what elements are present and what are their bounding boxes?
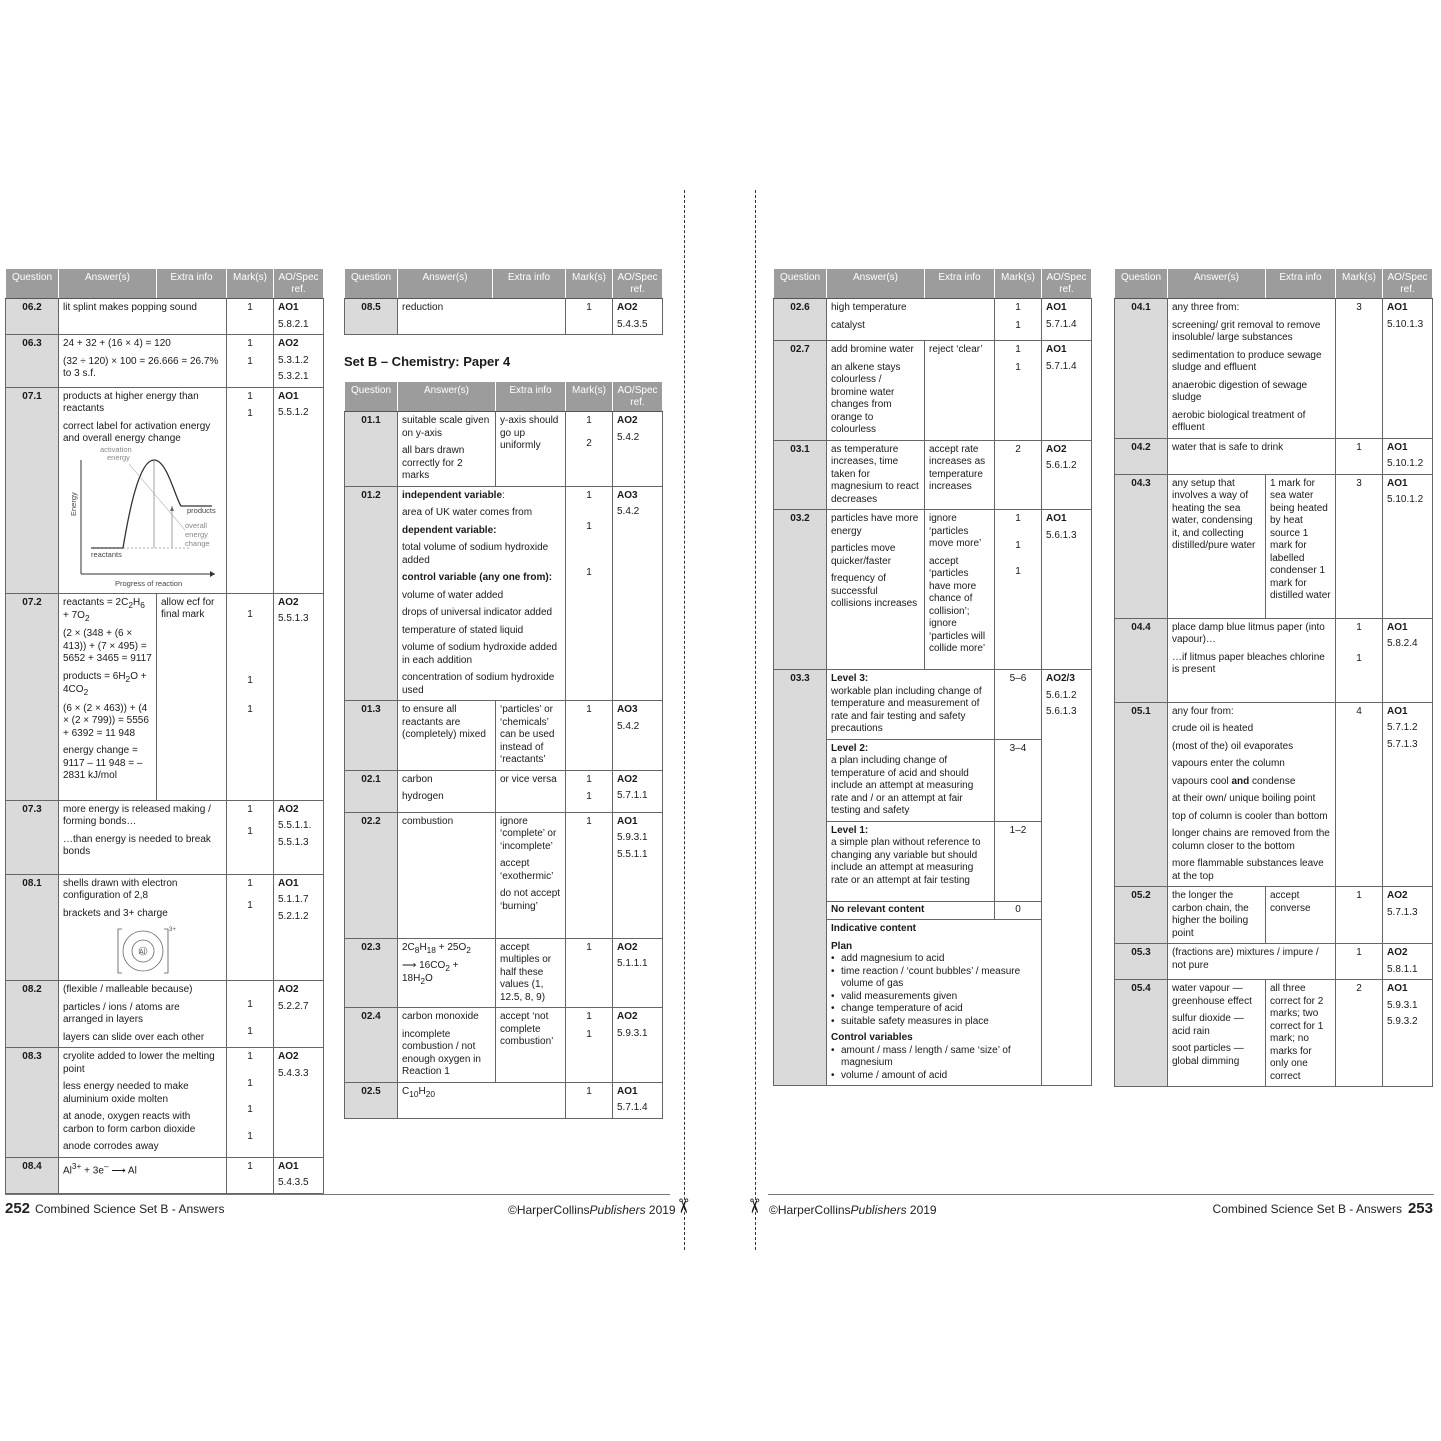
marks-cell: 1 xyxy=(566,701,613,771)
answer-cell: $C_{10}H_{20}$ xyxy=(398,1082,566,1118)
header-question: Question xyxy=(774,269,827,299)
marks-cell: 1 1 xyxy=(227,387,274,593)
question-number: 07.1 xyxy=(6,387,59,593)
ao-cell: AO2 5.7.1.3 xyxy=(1383,887,1433,944)
header-extra: Extra info xyxy=(925,269,995,299)
question-number: 08.5 xyxy=(345,299,398,335)
control-variables-list xyxy=(831,1045,1037,1083)
marks-cell: 2 xyxy=(1336,980,1383,1087)
header-marks: Mark(s) xyxy=(1336,269,1383,299)
table-row xyxy=(345,812,663,938)
ao-cell: AO3 5.4.2 xyxy=(613,701,663,771)
answer-cell: shells drawn with electron configuration of 2,8 brackets and 3+ charge Al 3+ xyxy=(59,874,227,981)
table-row xyxy=(774,440,1092,510)
ao-cell: AO2 5.9.3.1 xyxy=(613,1008,663,1083)
extra-info-cell: ‘particles’ or ‘chemicals’ can be used instead of ‘reactants’ xyxy=(496,701,566,771)
ao-cell: AO2 5.3.1.2 5.3.2.1 xyxy=(274,335,324,388)
aluminium-ion-diagram xyxy=(108,925,178,977)
marks-cell: 1 1 1 xyxy=(566,486,613,701)
answers-table-5 xyxy=(1114,268,1433,1087)
marks-cell: 1 xyxy=(566,299,613,335)
header-ao: AO/Spec ref. xyxy=(274,269,324,299)
footer-copyright-left: ©HarperCollinsPublishers 2019 xyxy=(508,1203,676,1217)
header-answers: Answer(s) xyxy=(398,269,493,299)
ao-cell: AO2/3 5.6.1.2 5.6.1.3 xyxy=(1042,670,1092,1086)
ao-cell: AO1 5.10.1.2 xyxy=(1383,438,1433,474)
question-number: 02.6 xyxy=(774,299,827,341)
header-extra: Extra info xyxy=(1266,269,1336,299)
header-answers: Answer(s) xyxy=(827,269,925,299)
ao-cell: AO1 5.1.1.7 5.2.1.2 xyxy=(274,874,324,981)
question-number: 02.4 xyxy=(345,1008,398,1083)
header-question: Question xyxy=(1115,269,1168,299)
extra-info-cell: accept rate increases as temperature increases xyxy=(925,440,995,510)
question-number: 02.2 xyxy=(345,812,398,938)
answer-cell: add bromine water an alkene stays colourless / bromine water changes from orange to colourless xyxy=(827,341,925,441)
header-answers: Answer(s) xyxy=(59,269,157,299)
table-row xyxy=(1115,702,1433,887)
table-header xyxy=(6,269,324,299)
table-row xyxy=(345,299,663,335)
question-number: 05.4 xyxy=(1115,980,1168,1087)
answer-cell: $Al^{3+} + 3e^-$ ⟶ Al xyxy=(59,1157,227,1193)
table-row xyxy=(1115,944,1433,980)
charge-label: 3+ xyxy=(168,927,176,933)
marks-cell: 1–2 xyxy=(995,821,1042,901)
scissors-icon: ✂ xyxy=(742,1197,765,1215)
table-row xyxy=(774,670,1092,740)
ao-cell: AO2 5.6.1.2 xyxy=(1042,440,1092,510)
header-ao: AO/Spec ref. xyxy=(1042,269,1092,299)
marks-cell: 1 1 xyxy=(227,874,274,981)
header-answers: Answer(s) xyxy=(398,382,496,412)
question-number: 08.1 xyxy=(6,874,59,981)
answer-cell: cryolite added to lower the melting point less energy needed to make aluminium oxide molten at anode, oxygen reacts with carbon to form carbon dioxide anode corrodes away xyxy=(59,1048,227,1158)
answer-cell: carbon monoxide incomplete combustion / not enough oxygen in Reaction 1 xyxy=(398,1008,496,1083)
ao-cell: AO1 5.7.1.4 xyxy=(613,1082,663,1118)
list-item: • time reaction / ‘count bubbles’ / measure volume of gas xyxy=(831,966,1037,991)
level-2-cell: Level 2: a plan including change of temperature of acid and should include an attempt at measuring rate and / or an attempt at fair testing and safety xyxy=(827,739,995,821)
marks-cell: 1 xyxy=(1336,438,1383,474)
header-marks: Mark(s) xyxy=(995,269,1042,299)
header-ao: AO/Spec ref. xyxy=(613,382,663,412)
question-number: 07.2 xyxy=(6,593,59,800)
extra-info-cell: y-axis should go up uniformly xyxy=(496,412,566,487)
ao-cell: AO1 5.7.1.4 xyxy=(1042,299,1092,341)
marks-cell: 1 1 xyxy=(227,335,274,388)
products-label: products xyxy=(187,505,216,515)
answer-cell: combustion xyxy=(398,812,496,938)
header-answers: Answer(s) xyxy=(1168,269,1266,299)
answer-cell: the longer the carbon chain, the higher the boiling point xyxy=(1168,887,1266,944)
table-header xyxy=(345,269,663,299)
marks-cell: 4 xyxy=(1336,702,1383,887)
marks-cell: 3 xyxy=(1336,299,1383,439)
answer-cell: reduction xyxy=(398,299,566,335)
answer-cell: products at higher energy than reactants correct label for activation energy and overall energy change activation energy Energy products overall energy change reactants Progress of reaction xyxy=(59,387,227,593)
table-row xyxy=(6,387,324,593)
footer-copyright-right: ©HarperCollinsPublishers 2019 xyxy=(769,1203,937,1217)
answers-table-2 xyxy=(344,268,663,335)
marks-cell: 1 1 1 1 xyxy=(227,1048,274,1158)
ao-cell: AO1 5.10.1.2 xyxy=(1383,474,1433,618)
question-number: 08.3 xyxy=(6,1048,59,1158)
question-number: 01.2 xyxy=(345,486,398,701)
ao-cell: AO1 5.4.3.5 xyxy=(274,1157,324,1193)
answer-cell: more energy is released making / forming bonds… …than energy is needed to break bonds xyxy=(59,800,227,874)
answer-cell: any four from: crude oil is heated (most of the) oil evaporates vapours enter the column vapours cool and condense at their own/ unique boiling point top of column is cooler than bottom longer chains are removed from the column closer to the bottom more flammable substances leave at the top xyxy=(1168,702,1336,887)
footer-rule-right xyxy=(768,1194,1434,1195)
plan-list xyxy=(831,953,1037,1028)
table-row xyxy=(774,299,1092,341)
footer-title: Combined Science Set B - Answers xyxy=(1212,1202,1402,1216)
table-row xyxy=(345,412,663,487)
header-marks: Mark(s) xyxy=(227,269,274,299)
marks-cell: 1 1 1 xyxy=(995,510,1042,670)
answer-cell: (flexible / malleable because) particles / ions / atoms are arranged in layers layers can slide over each other xyxy=(59,981,227,1048)
answer-cell: high temperature catalyst xyxy=(827,299,995,341)
list-item: • valid measurements given xyxy=(831,991,1037,1004)
no-content-cell: No relevant content xyxy=(827,901,995,920)
ao-cell: AO1 5.8.2.4 xyxy=(1383,618,1433,702)
header-question: Question xyxy=(345,269,398,299)
header-extra: Extra info xyxy=(496,382,566,412)
question-number: 02.7 xyxy=(774,341,827,441)
marks-cell: 1 1 1 xyxy=(227,593,274,800)
table-row xyxy=(774,510,1092,670)
ao-cell: AO1 5.7.1.4 xyxy=(1042,341,1092,441)
answer-cell: water that is safe to drink xyxy=(1168,438,1336,474)
table-row xyxy=(1115,474,1433,618)
question-number: 04.4 xyxy=(1115,618,1168,702)
indicative-content-cell: Indicative content Plan • add magnesium to acid • time reaction / ‘count bubbles’ / measure volume of gas • valid measurements given • change temperature of acid • suitable safety measures in place Control variables • amount / mass / length / same ‘size’ of magnesium • volume / amount of acid xyxy=(827,920,1042,1086)
question-number: 06.3 xyxy=(6,335,59,388)
question-number: 05.3 xyxy=(1115,944,1168,980)
answer-cell: (fractions are) mixtures / impure / not pure xyxy=(1168,944,1336,980)
overall-energy-label: overall energy change xyxy=(185,520,210,548)
ao-cell: AO1 5.9.3.1 5.5.1.1 xyxy=(613,812,663,938)
question-number: 03.2 xyxy=(774,510,827,670)
header-marks: Mark(s) xyxy=(566,382,613,412)
ao-cell: AO2 5.1.1.1 xyxy=(613,938,663,1008)
table-row xyxy=(774,341,1092,441)
extra-info-cell: ignore ‘particles move more’ accept ‘particles have more chance of collision’; ignore ‘particles will collide more’ xyxy=(925,510,995,670)
question-number: 04.3 xyxy=(1115,474,1168,618)
question-number: 04.2 xyxy=(1115,438,1168,474)
marks-cell: 1 xyxy=(566,1082,613,1118)
table-row xyxy=(345,1008,663,1083)
marks-cell: 1 2 xyxy=(566,412,613,487)
marks-cell: 3–4 xyxy=(995,739,1042,821)
answers-table-3 xyxy=(344,381,663,1119)
table-row xyxy=(1115,980,1433,1087)
page-number: 253 xyxy=(1407,1200,1433,1217)
list-item: • amount / mass / length / same ‘size’ of magnesium xyxy=(831,1045,1037,1070)
table-row xyxy=(6,1048,324,1158)
scissors-icon: ✂ xyxy=(671,1197,694,1215)
extra-info-cell: accept ‘not complete combustion’ xyxy=(496,1008,566,1083)
table-header xyxy=(774,269,1092,299)
marks-cell: 5–6 xyxy=(995,670,1042,740)
table-row xyxy=(6,299,324,335)
question-number: 03.1 xyxy=(774,440,827,510)
ao-cell: AO2 5.2.2.7 xyxy=(274,981,324,1048)
list-item: • suitable safety measures in place xyxy=(831,1016,1037,1029)
question-number: 07.3 xyxy=(6,800,59,874)
answers-table-1 xyxy=(5,268,324,1194)
marks-cell: 1 1 xyxy=(566,1008,613,1083)
activation-energy-label: activation energy xyxy=(100,444,132,462)
question-number: 01.3 xyxy=(345,701,398,771)
progress-axis-label: Progress of reaction xyxy=(115,578,183,588)
header-question: Question xyxy=(345,382,398,412)
table-row xyxy=(6,800,324,874)
list-item: • add magnesium to acid xyxy=(831,953,1037,966)
footer-title: Combined Science Set B - Answers xyxy=(35,1202,225,1216)
marks-cell: 1 xyxy=(566,938,613,1008)
question-number: 06.2 xyxy=(6,299,59,335)
ao-cell: AO2 5.8.1.1 xyxy=(1383,944,1433,980)
marks-cell: 1 xyxy=(227,299,274,335)
answer-cell: to ensure all reactants are (completely) mixed xyxy=(398,701,496,771)
cut-line-left xyxy=(684,190,685,1250)
table-row xyxy=(1115,618,1433,702)
energy-axis-label: Energy xyxy=(69,491,78,516)
table-row xyxy=(345,701,663,771)
question-number: 01.1 xyxy=(345,412,398,487)
ao-cell: AO1 5.7.1.2 5.7.1.3 xyxy=(1383,702,1433,887)
ao-cell: AO3 5.4.2 xyxy=(613,486,663,701)
ao-cell: AO2 5.7.1.1 xyxy=(613,770,663,812)
extra-info-cell: accept multiples or half these values (1, 12.5, 8, 9) xyxy=(496,938,566,1008)
question-number: 04.1 xyxy=(1115,299,1168,439)
marks-cell: 1 1 xyxy=(995,299,1042,341)
question-number: 05.1 xyxy=(1115,702,1168,887)
ao-cell: AO1 5.9.3.1 5.9.3.2 xyxy=(1383,980,1433,1087)
answer-cell: carbon hydrogen xyxy=(398,770,496,812)
table-row xyxy=(345,486,663,701)
section-title: Set B – Chemistry: Paper 4 xyxy=(344,354,511,369)
footer-right xyxy=(1213,1200,1433,1219)
answer-cell: lit splint makes popping sound xyxy=(59,299,227,335)
header-ao: AO/Spec ref. xyxy=(613,269,663,299)
cut-line-right xyxy=(755,190,756,1250)
extra-info-cell: 1 mark for sea water being heated by heat source 1 mark for labelled condenser 1 mark for distilled water xyxy=(1266,474,1336,618)
ao-cell: AO1 5.8.2.1 xyxy=(274,299,324,335)
footer-left xyxy=(5,1200,224,1219)
extra-info-cell: or vice versa xyxy=(496,770,566,812)
al-symbol: Al xyxy=(138,949,145,956)
marks-cell: 1 xyxy=(1336,944,1383,980)
marks-cell: 3 xyxy=(1336,474,1383,618)
marks-cell: 1 xyxy=(566,812,613,938)
answer-cell: suitable scale given on y-axis all bars drawn correctly for 2 marks xyxy=(398,412,496,487)
header-question: Question xyxy=(6,269,59,299)
table-row xyxy=(1115,438,1433,474)
answer-cell: water vapour — greenhouse effect sulfur dioxide — acid rain soot particles — global dimming xyxy=(1168,980,1266,1087)
extra-info-cell: ignore ‘complete’ or ‘incomplete’ accept ‘exothermic’ do not accept ‘burning’ xyxy=(496,812,566,938)
footer-rule-left xyxy=(5,1194,670,1195)
table-row xyxy=(6,335,324,388)
marks-cell: 1 1 xyxy=(227,981,274,1048)
question-number: 08.4 xyxy=(6,1157,59,1193)
answer-cell: any three from: screening/ grit removal to remove insoluble/ large substances sedimentation to produce sewage sludge and effluent anaerobic digestion of sewage sludge aerobic biological treatment of effluent xyxy=(1168,299,1336,439)
marks-cell: 1 xyxy=(227,1157,274,1193)
level-3-cell: Level 3: workable plan including change of temperature and measurement of rate and fair testing and safety precautions xyxy=(827,670,995,740)
energy-profile-diagram xyxy=(67,444,217,590)
ao-cell: AO2 5.4.3.3 xyxy=(274,1048,324,1158)
marks-cell: 1 xyxy=(1336,887,1383,944)
ao-cell: AO1 5.5.1.2 xyxy=(274,387,324,593)
ao-cell: AO2 5.4.3.5 xyxy=(613,299,663,335)
ao-cell: AO2 5.5.1.3 xyxy=(274,593,324,800)
table-row xyxy=(6,1157,324,1193)
ao-cell: AO1 5.10.1.3 xyxy=(1383,299,1433,439)
answer-cell: any setup that involves a way of heating the sea water, condensing it, and collecting distilled/pure water xyxy=(1168,474,1266,618)
extra-info-cell: all three correct for 2 marks; two correct for 1 mark; no marks for only one correct xyxy=(1266,980,1336,1087)
answer-cell: particles have more energy particles move quicker/faster frequency of successful collisions increases xyxy=(827,510,925,670)
header-extra: Extra info xyxy=(157,269,227,299)
extra-info-cell: reject ‘clear’ xyxy=(925,341,995,441)
table-row xyxy=(345,938,663,1008)
question-number: 05.2 xyxy=(1115,887,1168,944)
extra-info-cell: allow ecf for final mark xyxy=(157,593,227,800)
table-row xyxy=(345,770,663,812)
page-number: 252 xyxy=(5,1200,31,1217)
table-row xyxy=(6,593,324,800)
question-number: 02.5 xyxy=(345,1082,398,1118)
question-number: 02.3 xyxy=(345,938,398,1008)
table-row xyxy=(1115,887,1433,944)
table-header xyxy=(1115,269,1433,299)
header-marks: Mark(s) xyxy=(566,269,613,299)
table-header xyxy=(345,382,663,412)
answers-table-4 xyxy=(773,268,1092,1086)
answer-cell: reactants = $2C_2H_6 + 7O_2$ (2 × (348 + (6 × 413)) + (7 × 495) = 5652 + 3465 = 9117 products = $6H_2O + 4CO_2$ (6 × (2 × 463)) + (4 × (2 × 799)) = 5556 + 6392 = 11 948 energy change = 9117 – 11 948 = –2831 kJ/mol xyxy=(59,593,157,800)
answer-cell: as temperature increases, time taken for magnesium to react decreases xyxy=(827,440,925,510)
table-row xyxy=(1115,299,1433,439)
reactants-label: reactants xyxy=(91,549,122,559)
question-number: 03.3 xyxy=(774,670,827,1086)
answer-cell: place damp blue litmus paper (into vapour)… …if litmus paper bleaches chlorine is present xyxy=(1168,618,1336,702)
marks-cell: 1 1 xyxy=(995,341,1042,441)
table-row xyxy=(345,1082,663,1118)
list-item: • volume / amount of acid xyxy=(831,1070,1037,1083)
question-number: 02.1 xyxy=(345,770,398,812)
ao-cell: AO1 5.6.1.3 xyxy=(1042,510,1092,670)
ao-cell: AO2 5.5.1.1. 5.5.1.3 xyxy=(274,800,324,874)
marks-cell: 1 1 xyxy=(227,800,274,874)
marks-cell: 2 xyxy=(995,440,1042,510)
marks-cell: 0 xyxy=(995,901,1042,920)
table-row xyxy=(6,981,324,1048)
answer-cell: $2C_8H_{18} + 25O_2$ ⟶ $16CO_2 + 18H_2O$ xyxy=(398,938,496,1008)
table-row xyxy=(6,874,324,981)
list-item: • change temperature of acid xyxy=(831,1003,1037,1016)
marks-cell: 1 1 xyxy=(1336,618,1383,702)
level-1-cell: Level 1: a simple plan without reference to changing any variable but should include an attempt at measuring rate or an attempt at fair testing xyxy=(827,821,995,901)
marks-cell: 1 1 xyxy=(566,770,613,812)
header-extra: Extra info xyxy=(493,269,566,299)
ao-cell: AO2 5.4.2 xyxy=(613,412,663,487)
answer-cell: independent variable: area of UK water comes from dependent variable: total volume of sodium hydroxide added control variable (any one from): volume of water added drops of universal indicator added temperature of stated liquid volume of sodium hydroxide added in each addition concentration of sodium hydroxide used xyxy=(398,486,566,701)
answer-cell: 24 + 32 + (16 × 4) = 120 (32 ÷ 120) × 100 = 26.666 = 26.7% to 3 s.f. xyxy=(59,335,227,388)
header-ao: AO/Spec ref. xyxy=(1383,269,1433,299)
extra-info-cell: accept converse xyxy=(1266,887,1336,944)
question-number: 08.2 xyxy=(6,981,59,1048)
